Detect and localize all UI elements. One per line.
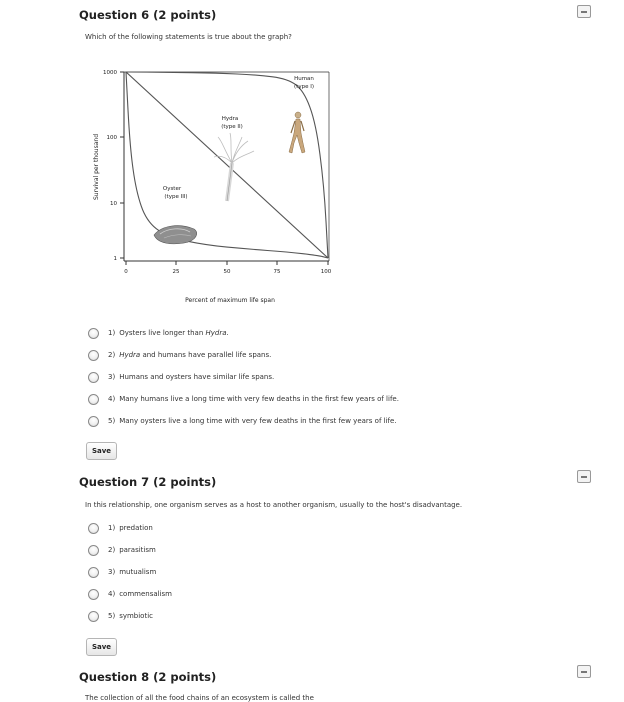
option-number: 3) <box>108 373 116 381</box>
question-7-options <box>88 517 172 627</box>
option-number: 5) <box>108 612 116 620</box>
q7-option-2[interactable] <box>88 539 172 561</box>
x-tick-label: 100 <box>320 269 332 275</box>
x-tick-label: 75 <box>273 269 281 275</box>
option-number: 2) <box>108 546 116 554</box>
option-number: 5) <box>108 417 116 425</box>
question-8-prompt: The collection of all the food chains of an ecosystem is called the <box>85 694 314 702</box>
q7-option-radio[interactable] <box>88 611 99 622</box>
y-tick-label: 1000 <box>103 70 117 76</box>
x-axis-label: Percent of maximum life span <box>185 297 275 304</box>
q6-option-radio[interactable] <box>88 350 99 361</box>
option-number: 4) <box>108 395 116 403</box>
legend-label-human: Human <box>294 76 314 82</box>
question-6-save-button[interactable]: Save <box>86 442 117 460</box>
hydra-illustration <box>214 133 254 201</box>
option-number: 4) <box>108 590 116 598</box>
chart-svg <box>84 53 334 312</box>
question-7-title: Question 7 (2 points) <box>79 475 217 489</box>
human-illustration <box>289 112 305 153</box>
legend-label-oyster-type: (type III) <box>164 194 188 200</box>
question-7-save-button[interactable]: Save <box>86 638 117 656</box>
q6-option-5[interactable] <box>88 410 399 432</box>
question-6-prompt: Which of the following statements is true about the graph? <box>85 33 292 41</box>
q7-option-4[interactable] <box>88 583 172 605</box>
option-number: 1) <box>108 329 116 337</box>
question-8-title: Question 8 (2 points) <box>79 670 217 684</box>
y-tick-label: 100 <box>106 135 117 141</box>
option-label: Oysters live longer than Hydra. <box>119 329 229 337</box>
option-label: symbiotic <box>119 612 154 620</box>
series-hydra-line <box>126 72 328 258</box>
q7-option-1[interactable] <box>88 517 172 539</box>
option-number: 1) <box>108 524 116 532</box>
q7-option-radio[interactable] <box>88 523 99 534</box>
survivorship-chart <box>84 53 334 312</box>
option-label: Hydra and humans have parallel life spans. <box>119 351 272 359</box>
option-label: predation <box>119 524 153 532</box>
q6-option-1[interactable] <box>88 322 399 344</box>
option-number: 3) <box>108 568 116 576</box>
question-7-collapse-icon[interactable] <box>577 470 591 483</box>
x-tick-label: 50 <box>223 269 231 275</box>
y-axis-label: Survival per thousand <box>93 133 100 201</box>
option-number: 2) <box>108 351 116 359</box>
question-6-collapse-icon[interactable] <box>577 5 591 18</box>
question-6-title: Question 6 (2 points) <box>79 8 217 22</box>
q6-option-3[interactable] <box>88 366 399 388</box>
option-label: parasitism <box>119 546 156 554</box>
q6-option-radio[interactable] <box>88 328 99 339</box>
q6-option-radio[interactable] <box>88 394 99 405</box>
option-label: commensalism <box>119 590 172 598</box>
y-tick-label: 10 <box>110 201 117 207</box>
q6-option-radio[interactable] <box>88 372 99 383</box>
q7-option-radio[interactable] <box>88 589 99 600</box>
x-tick-label: 25 <box>172 269 180 275</box>
option-label: Many oysters live a long time with very few deaths in the first few years of life. <box>119 417 397 425</box>
question-7-prompt: In this relationship, one organism serves as a host to another organism, usually to the host's disadvantage. <box>85 501 463 509</box>
x-tick-label: 0 <box>124 269 128 275</box>
option-label: Humans and oysters have similar life spans. <box>119 373 275 381</box>
y-tick-label: 1 <box>113 256 117 262</box>
oyster-illustration <box>154 226 197 244</box>
legend-label-hydra-type: (type II) <box>221 124 243 130</box>
question-6-options <box>88 322 399 432</box>
question-8-collapse-icon[interactable] <box>577 665 591 678</box>
q7-option-radio[interactable] <box>88 545 99 556</box>
q6-option-2[interactable] <box>88 344 399 366</box>
legend-label-hydra: Hydra <box>221 116 239 122</box>
q6-option-radio[interactable] <box>88 416 99 427</box>
q6-option-4[interactable] <box>88 388 399 410</box>
legend-label-human-type: (type I) <box>294 84 314 90</box>
q7-option-5[interactable] <box>88 605 172 627</box>
q7-option-3[interactable] <box>88 561 172 583</box>
option-label: Many humans live a long time with very few deaths in the first few years of life. <box>119 395 399 403</box>
q7-option-radio[interactable] <box>88 567 99 578</box>
option-label: mutualism <box>119 568 157 576</box>
legend-label-oyster: Oyster <box>162 186 182 192</box>
